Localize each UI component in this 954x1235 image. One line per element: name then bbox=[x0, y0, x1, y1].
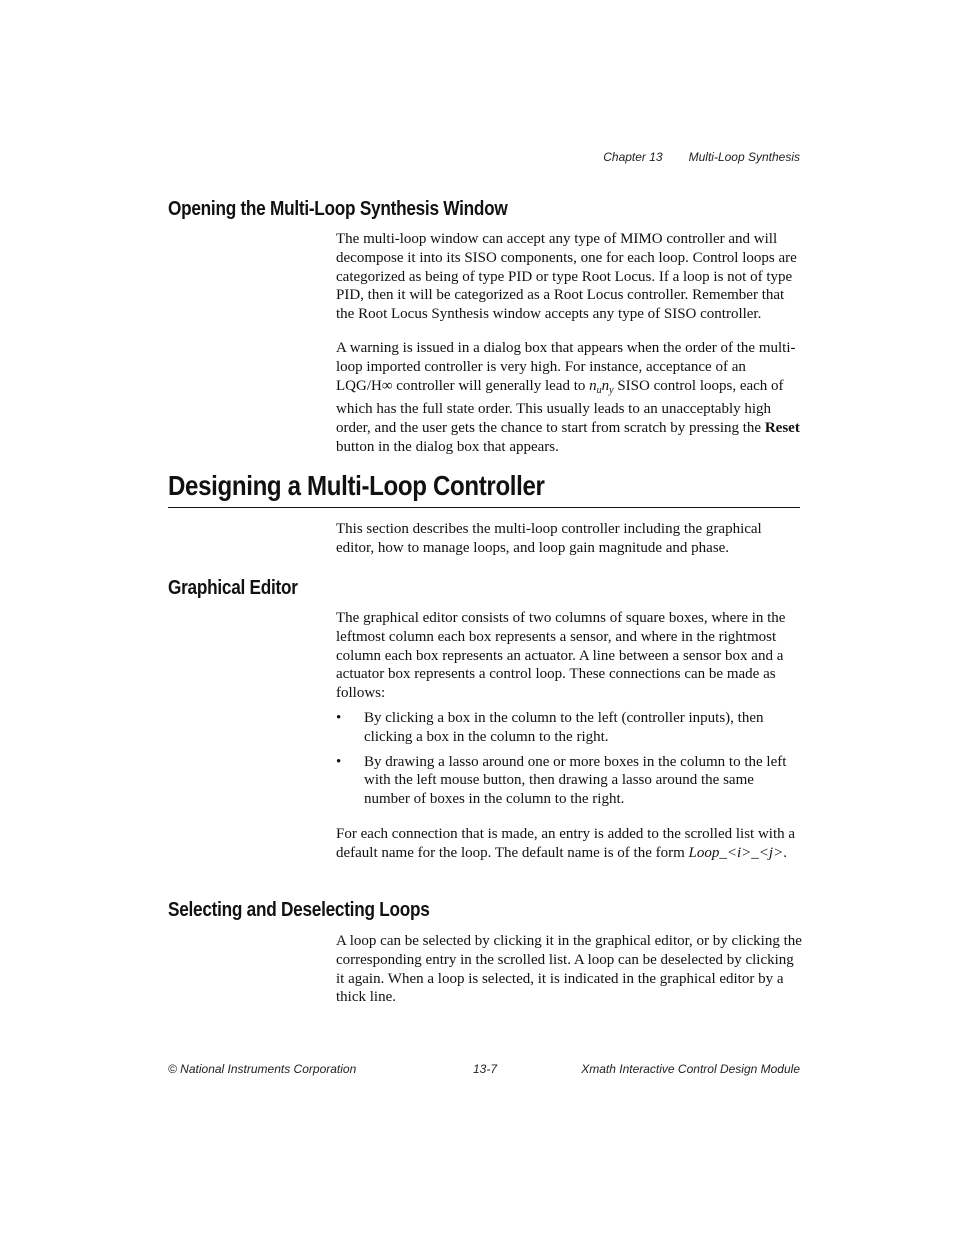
heading-designing: Designing a Multi-Loop Controller bbox=[168, 470, 545, 501]
list-item-text: By clicking a box in the column to the left (controller inputs), then clicking a box in the column to the right. bbox=[364, 709, 764, 745]
graphical-paragraph-2 bbox=[336, 825, 802, 863]
heading-graphical-editor: Graphical Editor bbox=[168, 577, 298, 599]
footer-product-name: Xmath Interactive Control Design Module bbox=[581, 1062, 800, 1076]
graphical-p2-text-a: For each connection that is made, an entry is added to the scrolled list with a default name for the loop. The default name is of the form bbox=[336, 825, 796, 861]
opening-p2-sub-u: u bbox=[596, 384, 602, 396]
opening-p2-n1: n bbox=[589, 377, 597, 394]
section-opening-body bbox=[336, 230, 802, 457]
bullet-icon: • bbox=[336, 753, 342, 770]
default-loop-name: Loop_<i>_<j> bbox=[688, 844, 784, 861]
section-graphical-body bbox=[336, 609, 802, 863]
list-item bbox=[336, 709, 802, 747]
graphical-p2-text-b: . bbox=[783, 844, 787, 861]
header-chapter: Chapter 13 bbox=[603, 150, 663, 164]
graphical-paragraph-1: The graphical editor consists of two columns of square boxes, where in the leftmost column each box represents a sensor, and where in the rightmost column each box represents an actuator. A line between a sensor box and a actuator box represents a control loop. These connections can be made as follows: bbox=[336, 610, 786, 702]
opening-p2-n2: n bbox=[601, 377, 610, 394]
selecting-paragraph-1: A loop can be selected by clicking it in the graphical editor, or by clicking the corresponding entry in the scrolled list. A loop can be deselected by clicking it again. When a loop is selected, it is indicated in the graphical editor by a thick line. bbox=[336, 933, 802, 1006]
list-item bbox=[336, 753, 802, 809]
opening-p2-text-c: button in the dialog box that appears. bbox=[336, 438, 559, 455]
opening-p2-sub-y: y bbox=[609, 384, 614, 396]
designing-paragraph-1: This section describes the multi-loop controller including the graphical editor, how to manage loops, and loop gain magnitude and phase. bbox=[336, 521, 762, 556]
footer-copyright: © National Instruments Corporation bbox=[168, 1062, 357, 1076]
running-header bbox=[603, 150, 800, 164]
opening-p2-text-b: SISO control loops, each of which has the full state order. This usually leads to an unacceptably high order, and the user gets the chance to start from scratch by pressing the bbox=[336, 377, 784, 437]
opening-paragraph-2 bbox=[336, 339, 802, 457]
section-selecting-body bbox=[336, 932, 802, 1007]
opening-p2-text-a: A warning is issued in a dialog box that appears when the order of the multi-loop imported controller is very high. For instance, acceptance of an LQG/H∞ controller will generally lead to bbox=[336, 339, 796, 394]
section-designing-body bbox=[336, 520, 802, 558]
bullet-icon: • bbox=[336, 709, 342, 726]
reset-button-reference: Reset bbox=[764, 420, 800, 437]
connection-methods-list bbox=[336, 709, 802, 809]
list-item-text: By drawing a lasso around one or more boxes in the column to the left with the left mouse button, then drawing a lasso around the same number of boxes in the column to the right. bbox=[364, 753, 787, 808]
heading-opening: Opening the Multi-Loop Synthesis Window bbox=[168, 198, 508, 220]
opening-paragraph-1: The multi-loop window can accept any type of MIMO controller and will decompose it into its SISO components, one for each loop. Control loops are categorized as being of type PID or type Root Locus. If a loop is not of type PID, then it will be categorized as a Root Locus controller. Remember that the Root Locus Synthesis window accepts any type of SISO controller. bbox=[336, 231, 797, 323]
heading-selecting: Selecting and Deselecting Loops bbox=[168, 899, 430, 921]
header-title: Multi-Loop Synthesis bbox=[688, 150, 800, 164]
footer-page-number: 13-7 bbox=[473, 1062, 498, 1076]
heading-rule bbox=[168, 507, 800, 508]
